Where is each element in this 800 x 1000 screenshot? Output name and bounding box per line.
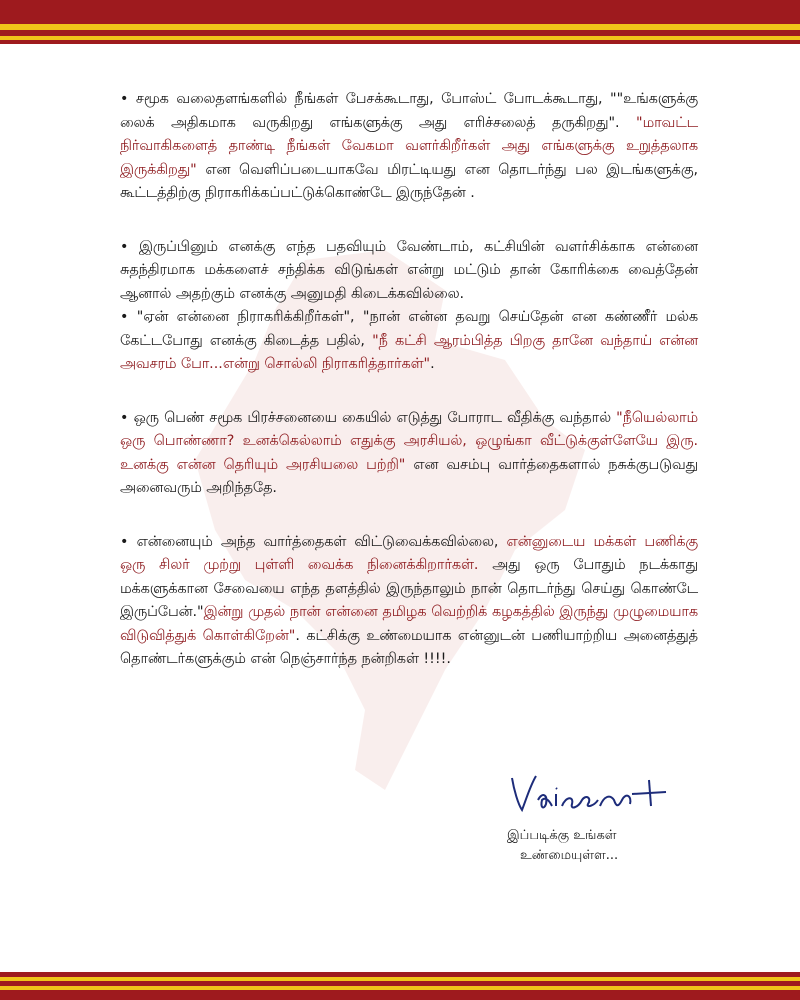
paragraph-text: என வெளிப்படையாகவே மிரட்டியது என தொடர்ந்து பல இடங்களுக்கு, கூட்டத்திற்கு நிராகரிக்கப்பட்டுக்கொண்டே இருந்தேன் .	[120, 161, 698, 201]
paragraph-text: • ஒரு பெண் சமூக பிரச்சனையை கையில் எடுத்து போராட வீதிக்கு வந்தால்	[120, 409, 617, 426]
paragraph-quote-highlight: என்னுடைய மக்கள் பணிக்கு ஒரு சிலர் முற்று புள்ளி வைக்க நினைக்கிறார்கள்.	[120, 533, 698, 573]
paragraph-text: என வசம்பு வார்த்தைகளால் நசுக்குபடுவது அனைவரும் அறிந்ததே.	[120, 456, 698, 496]
paragraph-quote-highlight: இன்று முதல் நான் என்னை தமிழக வெற்றிக் கழகத்தில் இருந்து முழுமையாக விடுவித்துக் கொள்கிறேன்"	[120, 604, 698, 644]
paragraph-rejection	[120, 306, 698, 377]
paragraph-quote-highlight: "நீ கட்சி ஆரம்பித்த பிறகு தானே வந்தாய் என்ன அவசரம் போ...என்று சொல்லி நிராகரித்தார்கள்"	[120, 332, 698, 372]
closing-line-2: உண்மையுள்ள...	[520, 848, 619, 863]
top-border-band	[0, 0, 800, 44]
closing-line-1: இப்படிக்கு உங்கள்	[507, 828, 617, 843]
paragraph-women-in-politics	[120, 407, 698, 501]
closing-salutation	[507, 826, 707, 866]
paragraph-text: • என்னையும் அந்த வார்த்தைகள் விட்டுவைக்கவில்லை,	[120, 533, 507, 550]
handwritten-signature-icon	[508, 770, 668, 820]
paragraph-request	[120, 236, 698, 307]
paragraph-resignation	[120, 531, 698, 672]
paragraph-quote-highlight: "மாவட்ட நிர்வாகிகளைத் தாண்டி நீங்கள் வேகமா வளர்கிறீர்கள் அது எங்களுக்கு உறுத்தலாக இருக்கிறது"	[120, 114, 698, 178]
bottom-border-band	[0, 972, 800, 1000]
paragraph-text: அது ஒரு போதும் நடக்காது மக்களுக்கான சேவையை எந்த தளத்தில் இருந்தாலும் நான் தொடர்ந்து செய்து கொண்டே இருப்பேன்."	[120, 557, 698, 620]
paragraph-text: . கட்சிக்கு உண்மையாக என்னுடன் பணியாற்றிய அனைத்துத் தொண்டர்களுக்கும் என் நெஞ்சார்ந்த நன்றிகள் !!!!.	[120, 627, 698, 667]
paragraph-text: .	[430, 356, 435, 372]
paragraph-social-media	[120, 88, 698, 206]
paragraph-text: • சமூக வலைதளங்களில் நீங்கள் பேசக்கூடாது, போஸ்ட் போடக்கூடாது, ""உங்களுக்கு லைக் அதிகமாக வருகிறது எங்களுக்கு அது எரிச்சலைத் தருகிறது".	[120, 91, 698, 131]
paragraph-text: • "ஏன் என்னை நிராகரிக்கிறீர்கள்", "நான் என்ன தவறு செய்தேன் என கண்ணீர் மல்க கேட்டபோது எனக்கு கிடைத்த பதில்,	[120, 309, 698, 349]
letter-body	[120, 88, 698, 702]
paragraph-quote-highlight: "நீயெல்லாம் ஒரு பொண்ணா? உனக்கெல்லாம் எதுக்கு அரசியல், ஒழுங்கா வீட்டுக்குள்ளேயே இரு. உனக்கு என்ன தெரியும் அரசியலை பற்றி"	[120, 409, 698, 473]
paragraph-text: • இருப்பினும் எனக்கு எந்த பதவியும் வேண்டாம், கட்சியின் வளர்சிக்காக என்னை சுதந்திரமாக மக்களைச் சந்திக்க விடுங்கள் என்று மட்டும் தான் கோரிக்கை வைத்தேன் ஆனால் அதற்கும் எனக்கு அனுமதி கிடைக்கவில்லை.	[120, 238, 698, 302]
